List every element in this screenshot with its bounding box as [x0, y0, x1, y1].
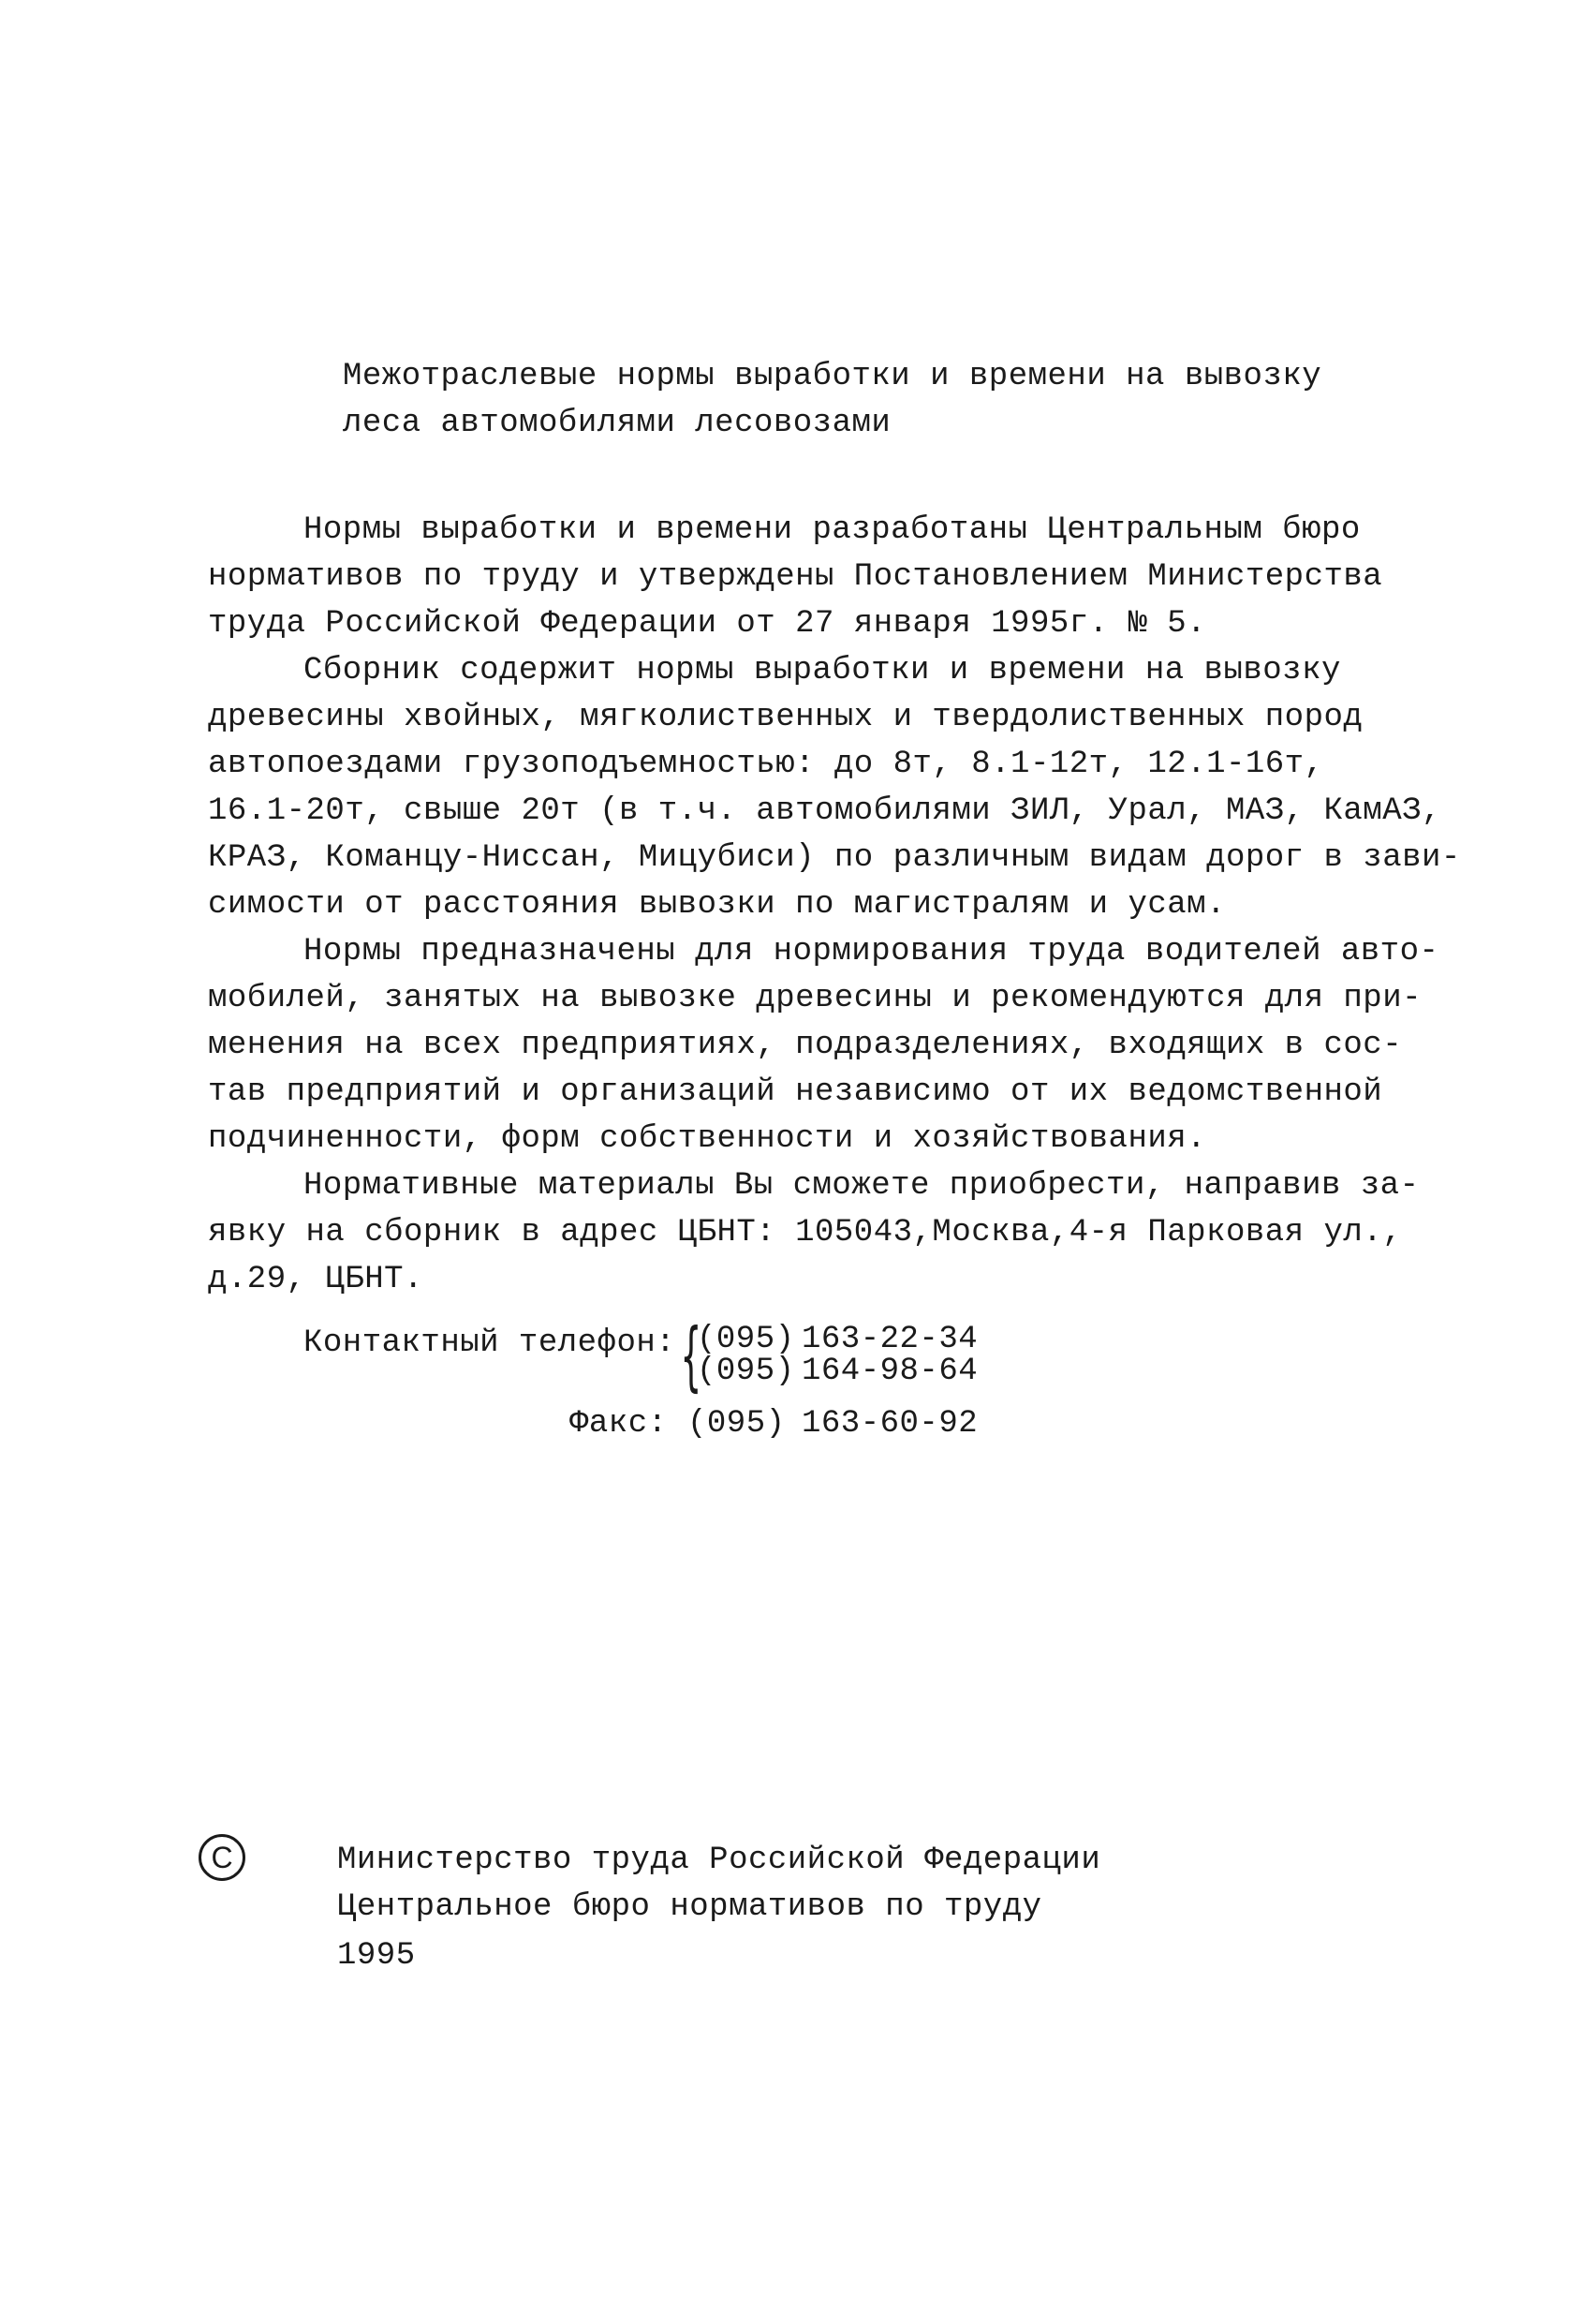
body-line: Нормы выработки и времени разработаны Центральным бюро: [303, 512, 1361, 548]
phone2-code: (095): [697, 1354, 795, 1389]
fax-code: (095): [687, 1406, 786, 1442]
body-line: Нормы предназначены для нормирования труда водителей авто-: [303, 934, 1439, 970]
title-line-2: леса автомобилями лесовозами: [343, 406, 892, 441]
imprint-line-2: Центральное бюро нормативов по труду: [337, 1889, 1042, 1925]
body-line: мобилей, занятых на вывозке древесины и рекомендуются для при-: [208, 981, 1423, 1016]
phone1-code: (095): [697, 1322, 795, 1357]
body-line: подчиненности, форм собственности и хозяйствования.: [208, 1121, 1207, 1157]
copyright-icon: C: [199, 1834, 245, 1881]
fax-number: 163-60-92: [802, 1406, 979, 1442]
imprint-line-1: Министерство труда Российской Федерации: [337, 1843, 1101, 1878]
phone1-number: 163-22-34: [802, 1322, 979, 1357]
body-line: автопоездами грузоподъемностью: до 8т, 8.1-12т, 12.1-16т,: [208, 747, 1324, 782]
body-line: нормативов по труду и утверждены Постановлением Министерства: [208, 559, 1383, 595]
body-line: явку на сборник в адрес ЦБНТ: 105043,Москва,4-я Парковая ул.,: [208, 1215, 1403, 1251]
body-line: Сборник содержит нормы выработки и времени на вывозку: [303, 653, 1341, 688]
body-line: КРАЗ, Команцу-Ниссан, Мицубиси) по различным видам дорог в зави-: [208, 840, 1461, 876]
fax-label: Факс:: [569, 1406, 668, 1442]
body-line: д.29, ЦБНТ.: [208, 1262, 423, 1297]
body-line: Нормативные материалы Вы сможете приобрести, направив за-: [303, 1168, 1420, 1204]
body-line: менения на всех предприятиях, подразделениях, входящих в сос-: [208, 1028, 1403, 1063]
body-line: 16.1-20т, свыше 20т (в т.ч. автомобилями ЗИЛ, Урал, МАЗ, КамАЗ,: [208, 793, 1441, 829]
body-line: труда Российской Федерации от 27 января 1995г. № 5.: [208, 606, 1207, 642]
body-line: симости от расстояния вывозки по магистралям и усам.: [208, 887, 1226, 923]
imprint-year: 1995: [337, 1938, 416, 1974]
title-line-1: Межотраслевые нормы выработки и времени на вывозку: [343, 359, 1322, 394]
phone2-number: 164-98-64: [802, 1354, 979, 1389]
brace-icon: {: [681, 1312, 701, 1399]
body-line: древесины хвойных, мягколиственных и твердолиственных пород: [208, 700, 1364, 735]
phone-label: Контактный телефон:: [303, 1325, 676, 1361]
body-line: тав предприятий и организаций независимо от их ведомственной: [208, 1074, 1383, 1110]
